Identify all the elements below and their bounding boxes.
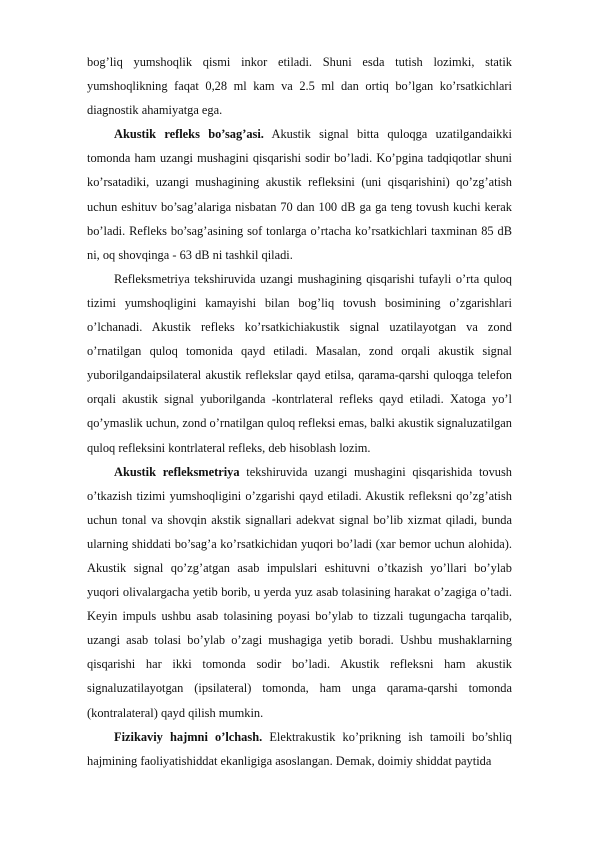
paragraph-reflexometry — [87, 267, 512, 460]
paragraph-acoustic-reflex-threshold — [87, 122, 512, 267]
paragraph-text: bog’liq yumshoqlik qismi inkor etiladi. Shuni esda tutish lozimki, statik yumshoqlikning faqat 0,28 ml kam va 2.5 ml dan ortiq bo’lgan ko’rsatkichlari diagnostik ahamiyatga ega. — [87, 55, 512, 118]
paragraph-acoustic-reflexometry — [87, 460, 512, 725]
paragraph-heading: Akustik refleks bo’sag’asi. — [114, 127, 264, 142]
paragraph-static-compliance — [87, 50, 512, 122]
paragraph-text: Elektrakustik ko’prikning ish tamoili bo’shliq hajmining faoliyatishiddat ekanligiga asoslangan. Demak, doimiy shiddat paytida — [87, 729, 512, 768]
paragraph-heading: Fizikaviy hajmni o’lchash. — [114, 729, 263, 744]
paragraph-text: tekshiruvida uzangi mushagini qisqarishida tovush o’tkazish tizimi yumshoqligini o’zgarishi qayd etiladi. Akustik refleksni qo’zg’atish uchun tonal va shovqin akstik signallari adekvat signal bo’lib xizmat qiladi, bunda ularning shiddati bo’sag’a ko’rsatkichidan yuqori bo’ladi (xar bemor uchun alohida). Akustik signal qo’zg’atgan asab impulslari eshituvni o’tkazish yo’llari bo’ylab yuqori olivalargacha yetib borib, u yerda yuz asab tolasining harakat o’zagiga o’tadi. Keyin impuls ushbu asab tolasining poyasi bo’ylab to tizzali tugungacha tarqalib, uzangi asab tolasi bo’ylab o’zagi mushagiga yetib boradi. Ushbu mushaklarning qisqarishi har ikki tomonda sodir bo’ladi. Akustik refleksni ham akustik signaluzatilayotgan (ipsilateral) tomonda, ham unga qarama-qarshi tomonda (kontralateral) qayd qilish mumkin. — [87, 464, 512, 720]
paragraph-physical-volume — [87, 725, 512, 773]
paragraph-text: Refleksmetriya tekshiruvida uzangi mushagining qisqarishi tufayli o’rta quloq tizimi yumshoqligini kamayishi bilan bog’liq tovush bosimining o’zgarishlari o’lchanadi. Akustik refleks ko’rsatkichiakustik signal uzatilayotgan va zond o’rnatilgan quloq tomonida qayd etiladi. Masalan, zond orqali akustik signal yuborilgandaipsilateral akustik reflekslar qayd etilsa, qarama-qarshi quloqga telefon orqali akustik signal yuborilganda -kontrlateral refleks qayd etiladi. Xatoga yo’l qo’ymaslik uchun, zond o’rnatilgan quloq refleksi emas, balki akustik signaluzatilgan quloq refleksini kontrlateral refleks, deb hisoblash lozim. — [87, 271, 512, 455]
paragraph-heading: Akustik refleksmetriya — [114, 464, 240, 479]
paragraph-text: Akustik signal bitta quloqga uzatilgandaikki tomonda ham uzangi mushagini qisqarishi sodir bo’ladi. Ko’pgina tadqiqotlar shuni ko’rsatadiki, uzangi mushagining akustik refleksini (uni qisqarishini) qo’zg’atish uchun eshituv bo’sag’alariga nisbatan 70 dan 100 dB ga ga teng tovush kuchi kerak bo’ladi. Refleks bo’sag’asining sof tonlarga o’rtacha ko’rsatkichlari taxminan 85 dB ni, oq shovqinga - 63 dB ni tashkil qiladi. — [87, 127, 512, 262]
